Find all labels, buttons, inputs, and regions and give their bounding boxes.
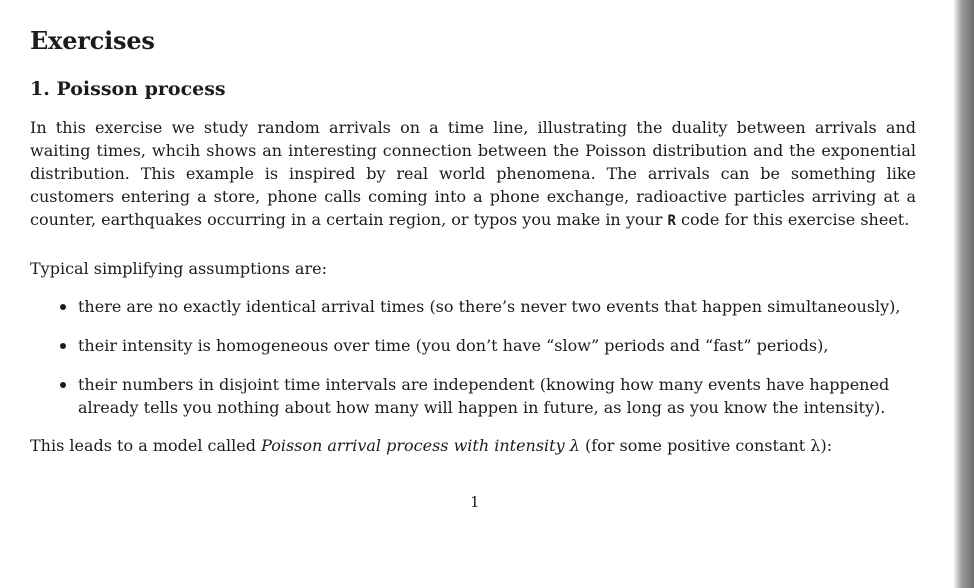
intro-text-part1: In this exercise we study random arrivals on a time line, illustrating the duality between arrivals and waiting times, whcih shows an interesting connection between the Poisson distribution and the exponential distribution. This example is inspired by real world phenomena. The arrivals can be something like customers entering a store, phone calls coming into a phone exchange, radioactive particles arriving at a counter, earthquakes occurring in a certain region, or typos you make in your	[30, 118, 916, 229]
scroll-edge	[954, 0, 974, 588]
r-code-label: R	[667, 213, 676, 229]
list-item-text: there are no exactly identical arrival times (so there’s never two events that happen simultaneously),	[78, 297, 901, 316]
page-heading: Exercises	[30, 26, 155, 55]
list-item-text: their intensity is homogeneous over time (you don’t have “slow” periods and “fast” periods),	[78, 336, 829, 355]
model-name: Poisson arrival process with intensity λ	[261, 436, 580, 455]
conclusion-paragraph	[30, 434, 832, 457]
assumptions-label: Typical simplifying assumptions are:	[30, 259, 327, 278]
conclusion-prefix: This leads to a model called	[30, 436, 262, 455]
list-item	[58, 295, 916, 318]
bullet-dot-icon	[60, 343, 66, 349]
conclusion-suffix: (for some positive constant λ):	[579, 436, 833, 455]
intro-paragraph	[30, 116, 916, 233]
bullet-dot-icon	[60, 382, 66, 388]
document-page	[30, 0, 916, 588]
page-number: 1	[470, 493, 480, 511]
list-item	[58, 373, 916, 419]
list-item-text: their numbers in disjoint time intervals are independent (knowing how many events have happened already tells you nothing about how many will happen in future, as long as you know the intensity).	[78, 375, 890, 417]
section-title: 1. Poisson process	[30, 78, 226, 100]
assumptions-list	[58, 295, 916, 435]
list-item	[58, 334, 916, 357]
intro-text-part2: code for this exercise sheet.	[675, 210, 910, 229]
bullet-dot-icon	[60, 304, 66, 310]
